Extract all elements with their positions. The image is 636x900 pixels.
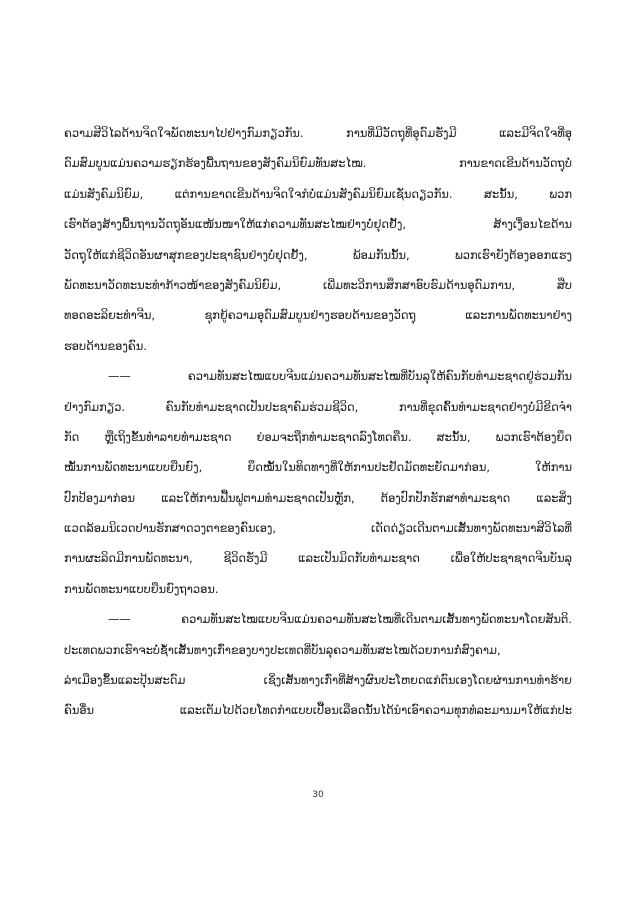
paragraph-3: [64, 604, 572, 726]
text-body: [64, 118, 572, 726]
text-line: ວັດຖຸໃຫ້ແກ່ຊີວິດອັນຜາສຸກຂອງປະຊາຊົນຢ່າງບໍ່ຢຸດຢັ້ງ, ພ້ອມກັນນັ້ນ, ພວກເຮົາຍັງຕ້ອງອອກແຮງ: [64, 247, 572, 262]
text-line: ຄວາມສີວິໄລດ້ານຈິດໃຈພັດທະນາໄປຢ່າງກົມກຽວກັນ. ການທີ່ມີວັດຖຸທີ່ອຸດົມຮັ່ງມີ ແລະມີຈິດໃຈທີ່ອຸ: [64, 126, 572, 140]
paragraph-2: [64, 361, 572, 604]
paragraph-1: [64, 118, 572, 361]
text-line: ຮອບດ້ານຂອງຄົນ.: [64, 338, 147, 353]
text-line: ປົກປ້ອງມາກ່ອນ ແລະໃຫ້ການຟື້ນຟູຕາມທຳມະຊາດເປັນຫຼັກ, ຕ້ອງປົກປັກຮັກສາທຳມະຊາດ ແລະສິ່ງ: [64, 490, 572, 505]
text-line: ຢ່າງກົມກຽວ. ຄົນກັບທຳມະຊາດເປັນປະຊາຄົມຮ່ວມຊີວິດ, ການທີ່ຂຸດຄົ້ນທຳມະຊາດຢ່າງບໍ່ມີຂີດຈຳ: [64, 399, 572, 414]
text-line: ທອດອະລິຍະທຳຈີນ, ຊຸກຍູ້ຄວາມອຸດົມສົມບູນຢ່າງຮອບດ້ານຂອງວັດຖຸ ແລະການພັດທະນາຢ່າງ: [64, 308, 572, 323]
text-line: —— ຄວາມທັນສະໄໝແບບຈີນແມ່ນຄວາມທັນສະໄໝທີ່ບັນລຸໃຫ້ຄົນກັບທຳມະຊາດຢູ່ຮ່ວມກັນ: [108, 369, 572, 384]
text-line: ໝັ້ນການພັດທະນາແບບຍືນຍົງ, ຍຶດໝັ້ນໃນທິດທາງທີ່ໃຫ້ການປະຢັດມັດທະຍັດມາກ່ອນ, ໃຫ້ການ: [64, 460, 572, 475]
text-line: ດົມສົມບູນແມ່ນຄວາມຮຽກຮ້ອງພື້ນຖານຂອງສັງຄົມນິຍົມທັນສະໄໝ. ການຂາດເຂີນດ້ານວັດຖຸບໍ່: [64, 156, 572, 171]
page-number: 30: [312, 790, 324, 800]
text-line: ການພັດທະນາແບບຍືນຍົງຖາວອນ.: [64, 581, 219, 596]
text-line: —— ຄວາມທັນສະໄໝແບບຈີນແມ່ນຄວາມທັນສະໄໝທີ່ເດີນຕາມເສັ້ນທາງພັດທະນາໂດຍສັນຕິ.: [108, 612, 572, 627]
text-line: ເຮົາຕ້ອງສ້າງພື້ນຖານວັດຖຸອັນແໜ້ນໜາໃຫ້ແກ່ຄວາມທັນສະໄໝຢ່າງບໍ່ຢຸດຢັ້ງ, ສ້າງເງື່ອນໄຂດ້ານ: [64, 217, 572, 232]
text-line: ການຜະລິດມີການພັດທະນາ, ຊີວິດຮັ່ງມີ ແລະເປັນມິດກັບທຳມະຊາດ ເພື່ອໃຫ້ປະຊາຊາດຈີນບັນລຸ: [64, 551, 572, 566]
text-line: ພັດທະນາວັດທະນະທຳກ້າວໜ້າຂອງສັງຄົມນິຍົມ, ເພີ່ມທະວີການສຶກສາອົບຮົມດ້ານອຸດົມການ, ສືບ: [64, 277, 572, 292]
text-line: ແມ່ນສັງຄົມນິຍົມ, ແຕ່ການຂາດເຂີນດ້ານຈິດໃຈກໍບໍ່ແມ່ນສັງຄົມນິຍົມເຊັ່ນດຽວກັນ. ສະນັ້ນ, ພວກ: [64, 186, 572, 201]
text-line: ແວດລ້ອມນິເວດປານຮັກສາດວງຕາຂອງຄົນເອງ, ເດັດດ່ຽວເດີນຕາມເສັ້ນທາງພັດທະນາສີວິໄລທີ່: [64, 521, 572, 536]
text-line: ຄົນອື່ນ ແລະເຕັມໄປດ້ວຍໂທດກຳແບບເປື້ອນເລືອດນັ້ນໄດ້ນຳເອົາຄວາມທຸກທໍລະມານມາໃຫ້ແກ່ປະ: [64, 703, 572, 718]
text-line: ປະເທດພວກເຮົາຈະບໍ່ຊ້ຳເສັ້ນທາງເກົ່າຂອງບາງປະເທດທີ່ບັນລຸຄວາມທັນສະໄໝດ້ວຍການກໍ່ສົງຄາມ,: [64, 642, 501, 657]
text-line: ກັດ ຫຼືເຖິງຂັ້ນທຳລາຍທຳມະຊາດ ຍ່ອມຈະຖືກທຳມະຊາດລົງໂທດຄືນ. ສະນັ້ນ, ພວກເຮົາຕ້ອງຍຶດ: [64, 429, 572, 444]
text-line: ລ່າເມືອງຂຶ້ນແລະປຸ້ນສະດົມ ເຊິ່ງເສັ້ນທາງເກົ່າທີ່ສ້າງຜົນປະໂຫຍດແກ່ຕົນເອງໂດຍຜ່ານການທຳຮ້າຍ: [64, 673, 572, 688]
